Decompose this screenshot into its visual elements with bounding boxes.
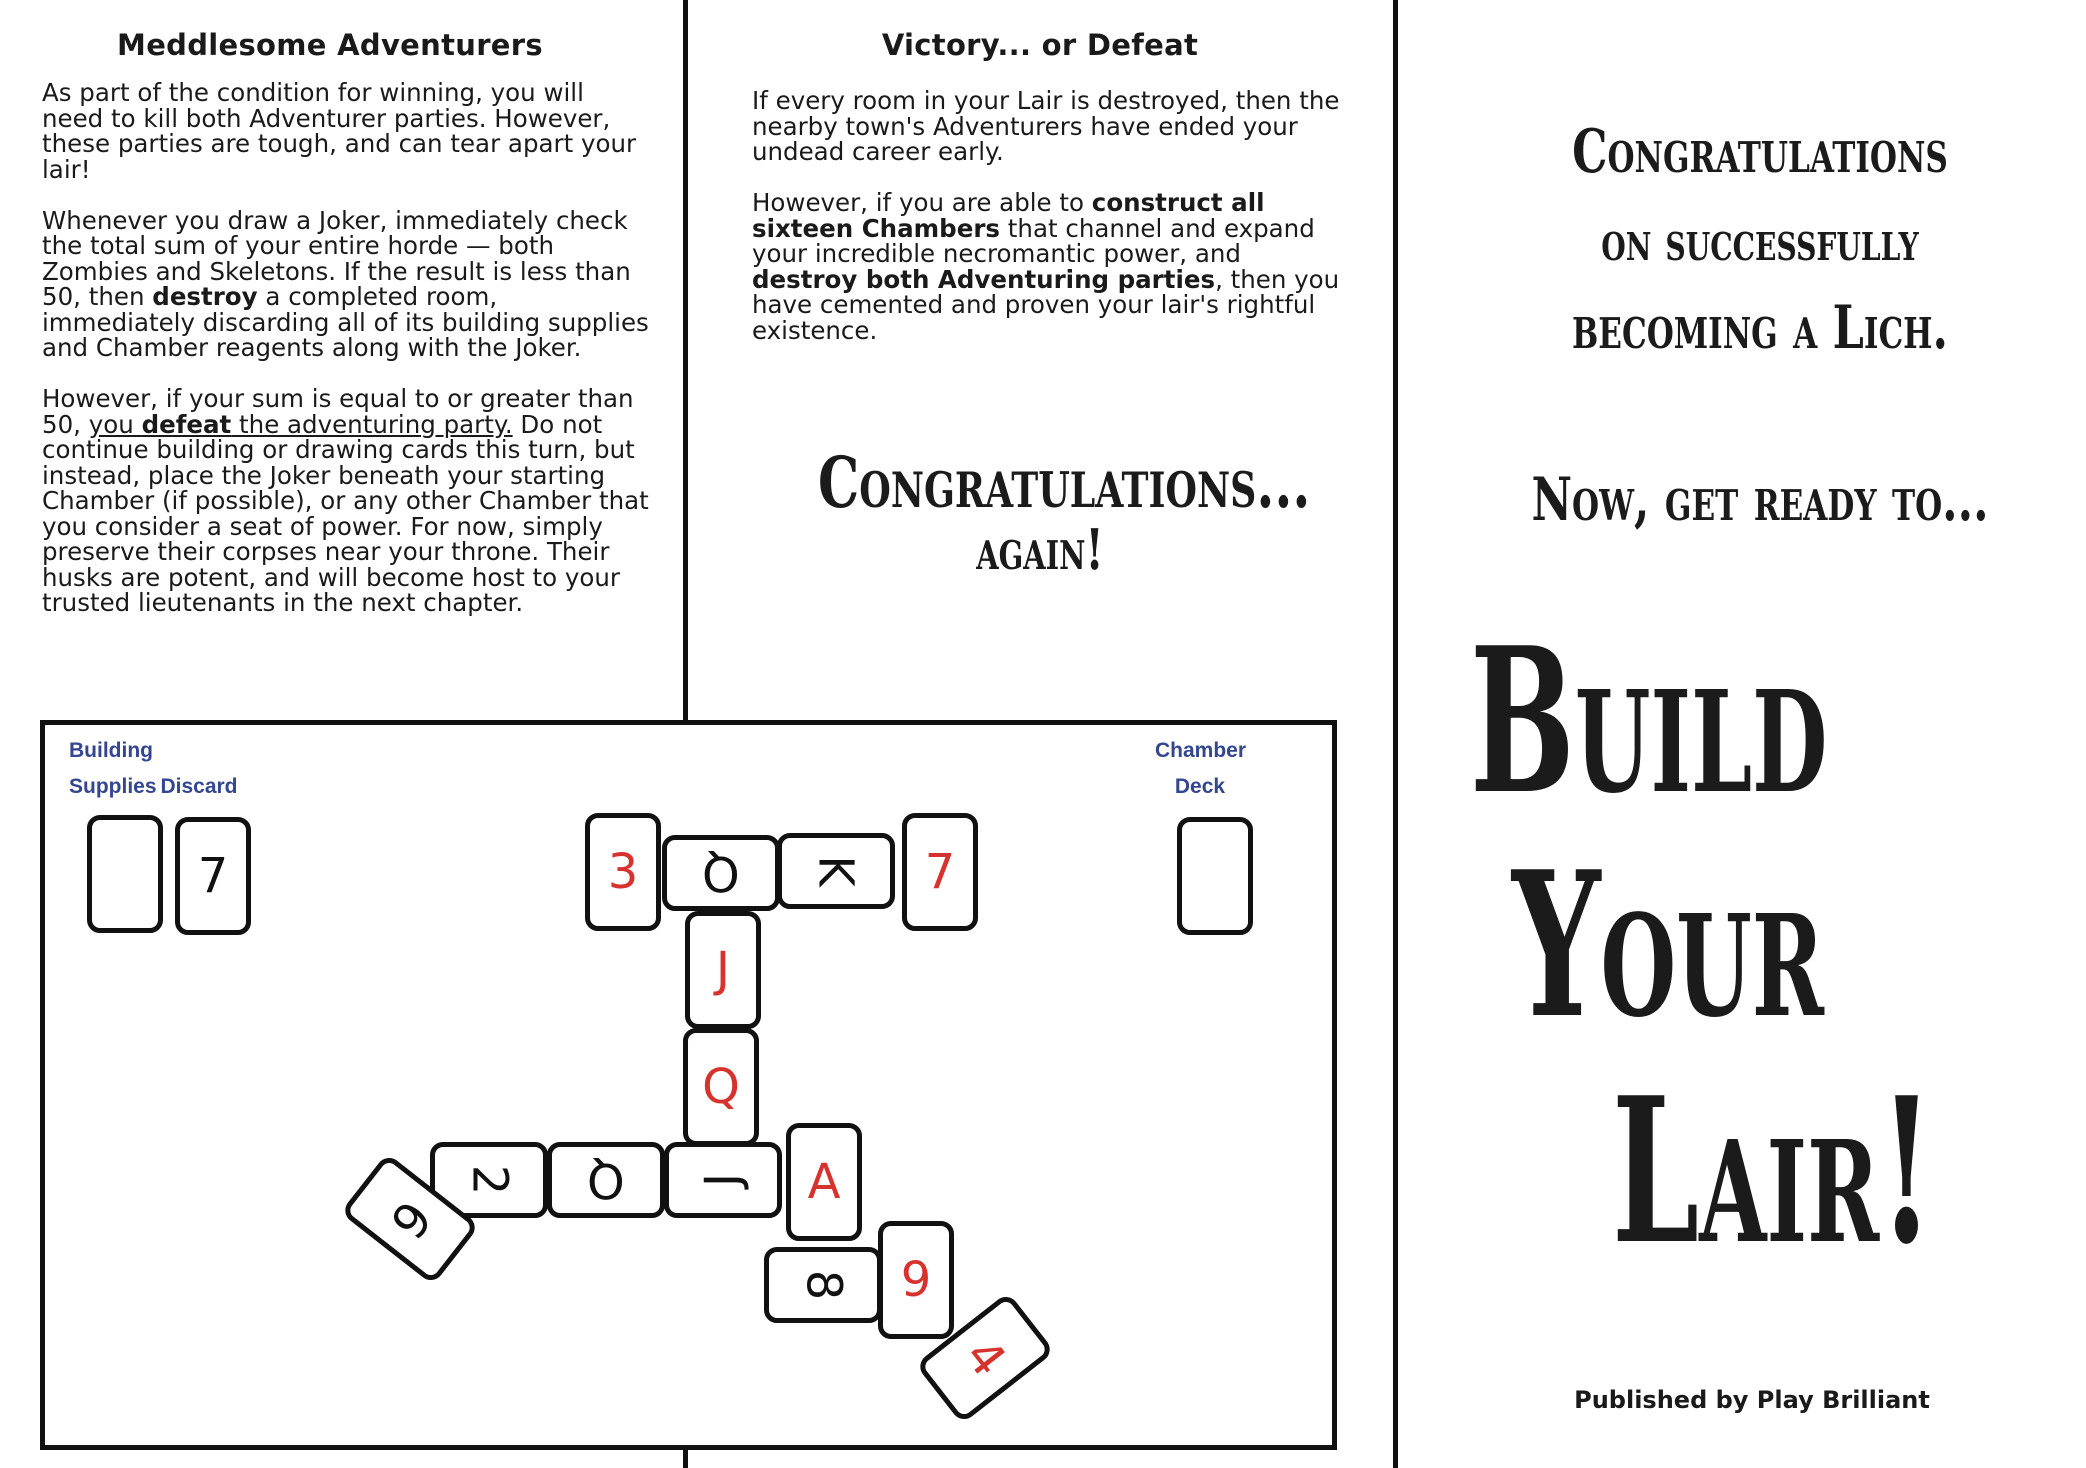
title-build: Build xyxy=(1470,604,1828,839)
discard-pile-card[interactable] xyxy=(175,817,251,935)
game-board xyxy=(40,720,1337,1450)
congrats-again-line1: Congratulations... xyxy=(818,441,1311,524)
meddlesome-text xyxy=(42,80,652,641)
meddlesome-p1: As part of the condition for winning, you will need to kill both Adventurer parties. However, these parties are tough, and can tear apart your lair! xyxy=(42,78,637,184)
get-ready-text: Now, get ready to... xyxy=(1531,465,1989,535)
building-supplies-pile[interactable] xyxy=(87,815,163,933)
card-value: A xyxy=(807,1154,841,1210)
label-chamber: Chamber xyxy=(1155,739,1247,762)
card-value: Q xyxy=(702,845,740,901)
p3-bold: defeat xyxy=(141,409,232,439)
p2-text-a: Whenever you draw a Joker, immediately check the total sum of your entire horde — both Zombies and Skeletons. If the result is less than 50, then xyxy=(42,205,631,311)
congrats-lich-line2: on successfully xyxy=(1601,209,1919,273)
label-deck: Deck xyxy=(1174,775,1226,798)
victory-title: Victory... or Defeat xyxy=(881,28,1199,62)
card-value: Q xyxy=(702,1059,740,1115)
card-7-top[interactable] xyxy=(902,813,978,931)
v-p2-a: However, if you are able to xyxy=(752,188,1092,217)
label-building: Building xyxy=(69,739,153,762)
card-value: 8 xyxy=(794,1269,851,1301)
card-k-top[interactable] xyxy=(777,833,895,909)
card-j-red[interactable] xyxy=(685,911,761,1029)
card-j-bottom[interactable] xyxy=(664,1142,782,1218)
congrats-again-line2: again! xyxy=(976,517,1104,583)
victory-p2 xyxy=(752,190,1342,343)
v-p2-bold2: destroy both Adventuring parties xyxy=(752,264,1216,294)
congrats-lich-line1: Congratulations xyxy=(1572,117,1948,187)
card-value: 4 xyxy=(953,1328,1017,1388)
card-value: 2 xyxy=(460,1164,517,1196)
card-value: 6 xyxy=(378,1189,442,1249)
meddlesome-p3 xyxy=(42,386,652,616)
p3-u1: you xyxy=(88,409,142,439)
card-value: J xyxy=(715,942,731,998)
card-8[interactable] xyxy=(764,1247,882,1323)
v-p2-bold1: construct all sixteen Chambers xyxy=(752,188,1265,243)
p3-text-b: Do not continue building or drawing cards this turn, but instead, place the Joker beneath your starting Chamber (if possible), or any other Chamber that you consider a seat of power. For now, simply preserve their corpses near your throne. Their husks are potent, and will become host to your trusted lieutenants in the next chapter. xyxy=(42,409,649,617)
card-value: J xyxy=(695,1172,751,1188)
label-supplies: Supplies xyxy=(69,775,157,798)
label-discard: Discard xyxy=(160,775,238,798)
card-3[interactable] xyxy=(585,813,661,931)
victory-p1: If every room in your Lair is destroyed, then the nearby town's Adventurers have ended your undead career early. xyxy=(752,86,1340,166)
v-p2-c: , then you have cemented and proven your lair's rightful existence. xyxy=(752,264,1340,345)
card-9[interactable] xyxy=(878,1221,954,1339)
card-value: 9 xyxy=(900,1252,932,1308)
card-value: Q xyxy=(587,1152,625,1208)
card-q-top[interactable] xyxy=(662,835,780,911)
v-p2-b: that channel and expand your incredible necromantic power, and xyxy=(752,213,1315,268)
meddlesome-title: Meddlesome Adventurers xyxy=(117,28,543,62)
p2-text-b: a completed room, immediately discarding all of its building supplies and Chamber reagents along with the Joker. xyxy=(42,282,649,362)
card-value: 3 xyxy=(607,844,639,900)
publisher-credit: Published by Play Brilliant xyxy=(1574,1386,1930,1414)
p2-bold: destroy xyxy=(152,282,258,311)
p3-u2: the adventuring party. xyxy=(231,409,513,439)
title-your: Your xyxy=(1512,828,1824,1063)
card-q-bottom[interactable] xyxy=(547,1142,665,1218)
p3-text-a: However, if your sum is equal to or greater than 50, xyxy=(42,384,634,439)
card-q-red[interactable] xyxy=(683,1028,759,1146)
card-value: K xyxy=(807,855,864,887)
divider-right xyxy=(1393,0,1398,1468)
discard-card-value: 7 xyxy=(197,848,229,904)
victory-text xyxy=(752,88,1342,369)
title-lair: Lair! xyxy=(1612,1054,1934,1289)
congrats-lich-line3: becoming a Lich. xyxy=(1571,293,1949,363)
card-value: 7 xyxy=(924,844,956,900)
meddlesome-p2 xyxy=(42,205,652,362)
card-a[interactable] xyxy=(786,1123,862,1241)
chamber-deck-pile[interactable] xyxy=(1177,817,1253,935)
